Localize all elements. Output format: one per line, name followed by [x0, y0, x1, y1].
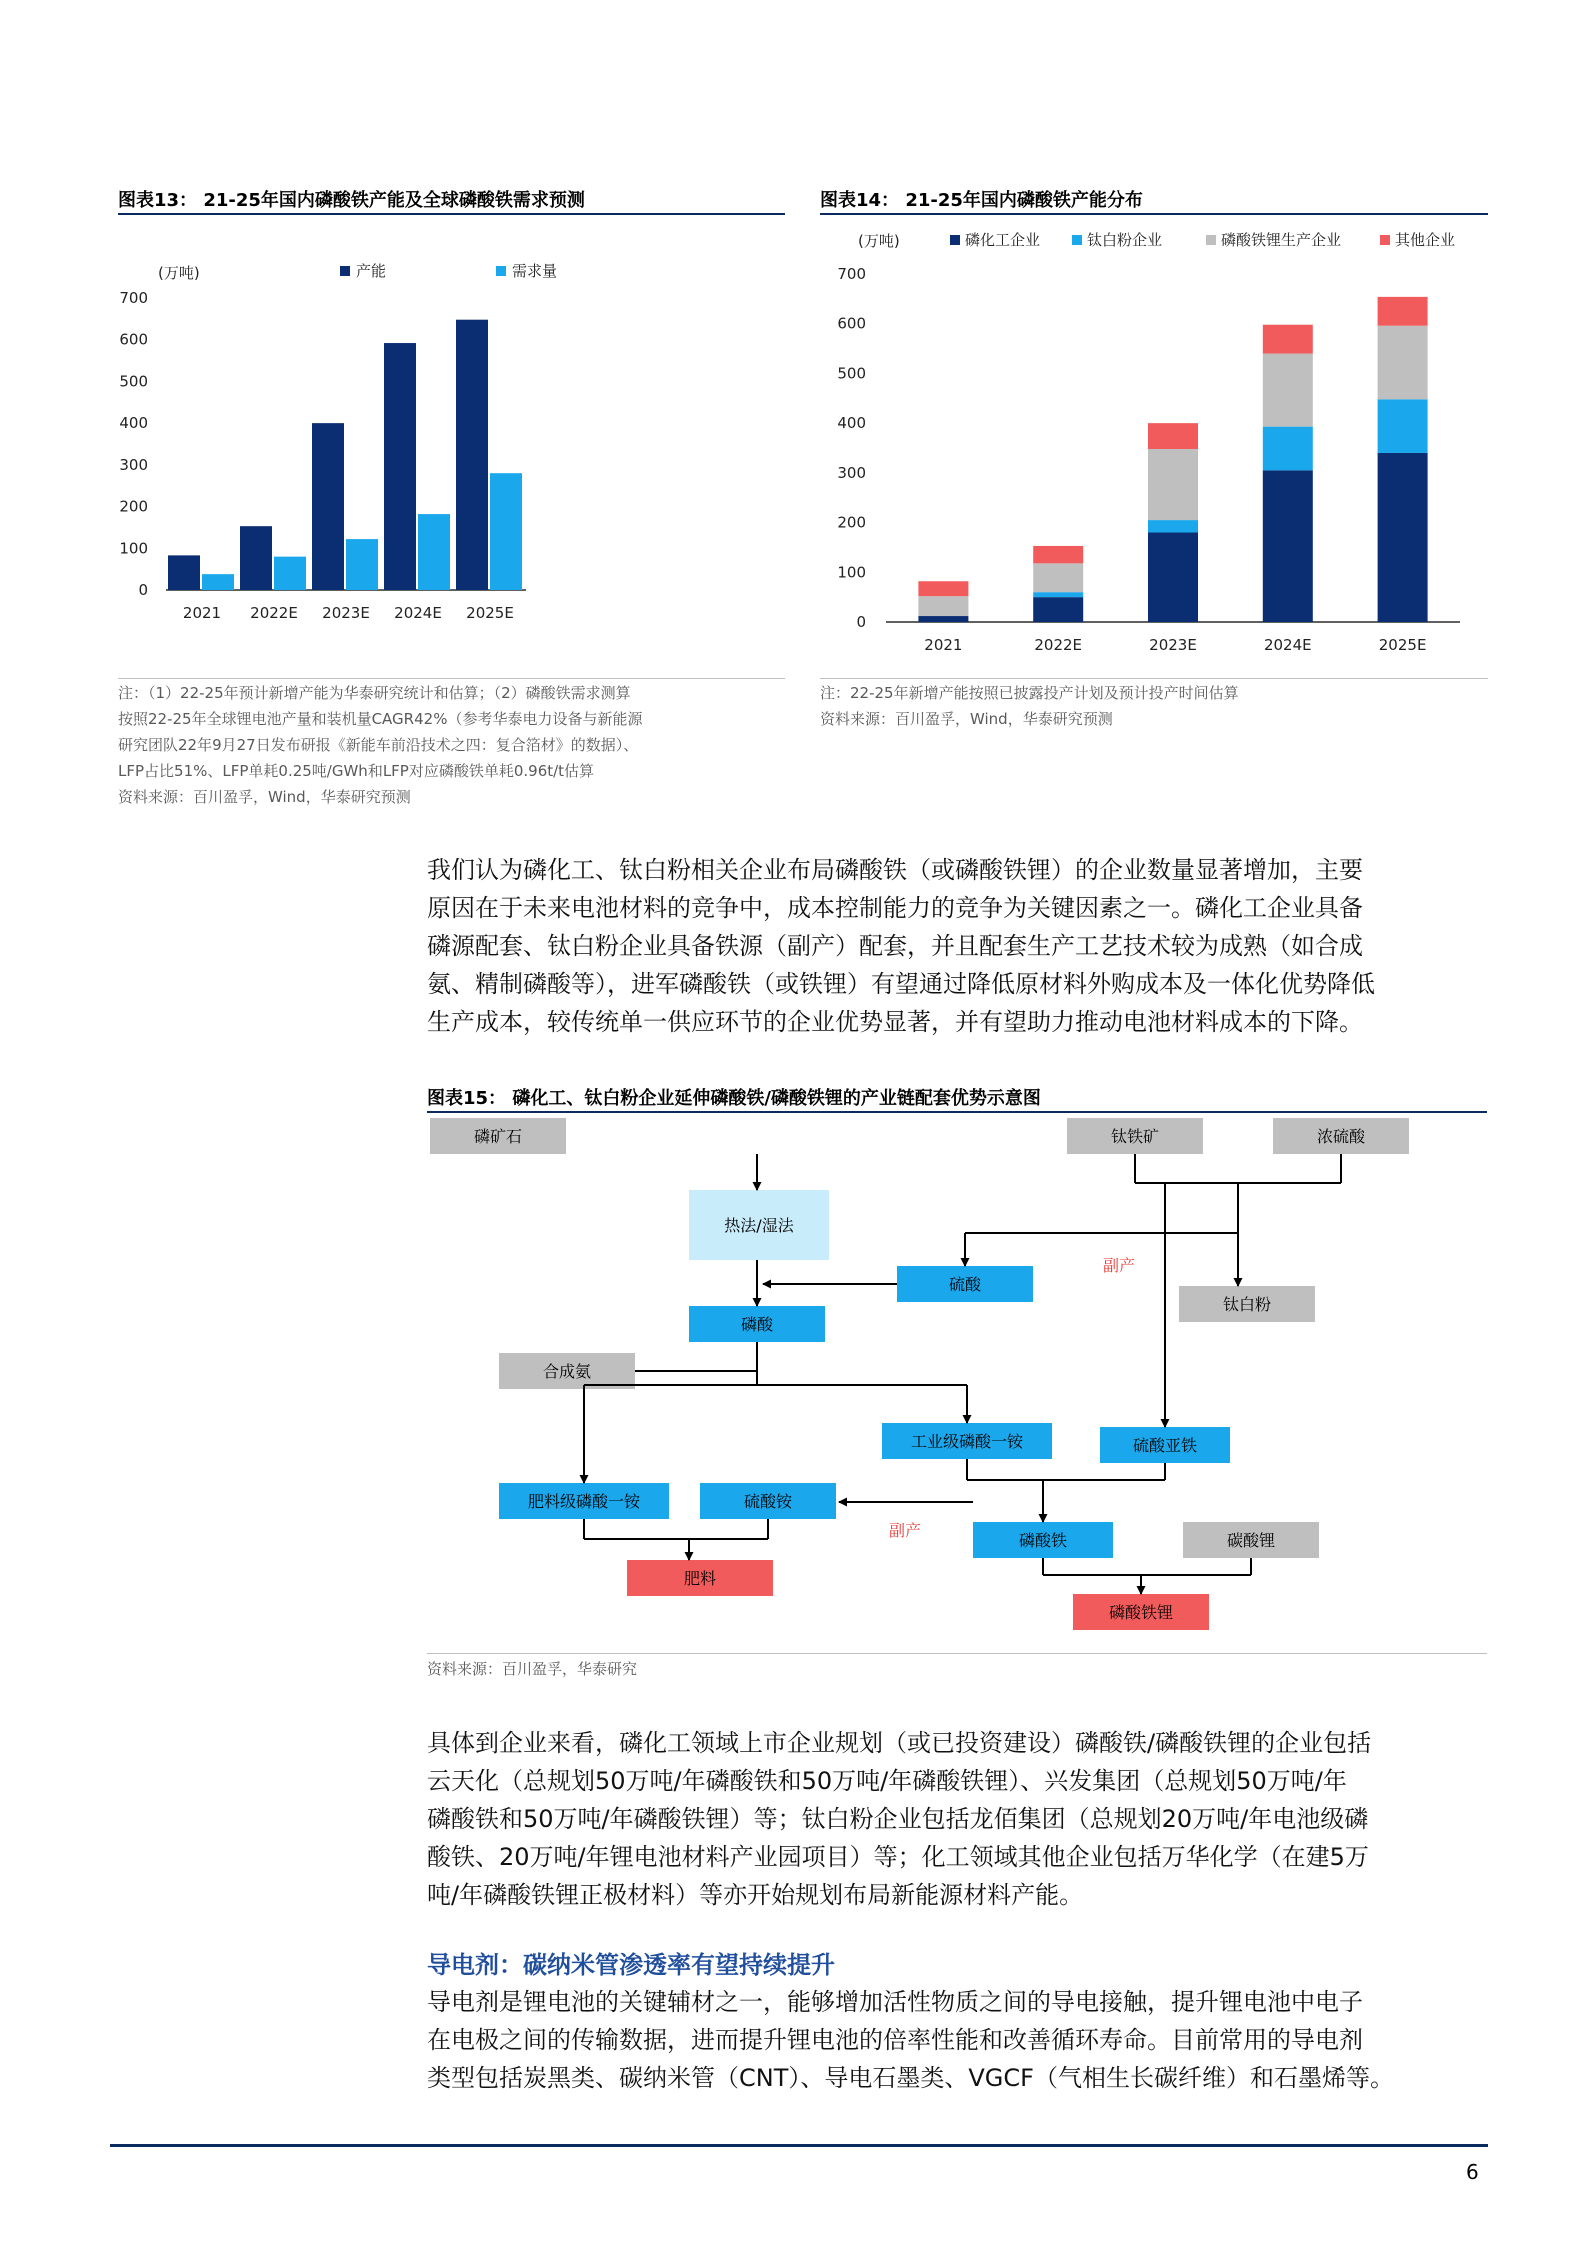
fig13-x-tick-label: 2022E — [250, 604, 298, 622]
fig14-legend-swatch — [1072, 235, 1082, 245]
fig14-notes — [820, 680, 1239, 732]
fig13-title: 图表13： 21-25年国内磷酸铁产能及全球磷酸铁需求预测 — [118, 190, 585, 211]
flow-box-label: 磷酸 — [740, 1315, 774, 1334]
fig14-y-tick-label: 700 — [837, 265, 866, 283]
fig13-bar-demand — [418, 514, 450, 590]
fig13-chart — [118, 250, 785, 640]
fig14-y-tick-label: 100 — [837, 563, 866, 582]
fig14-y-tick-label: 400 — [837, 414, 866, 433]
fig14-unit-label: (万吨) — [858, 232, 900, 250]
fig13-legend-capacity: 产能 — [356, 262, 387, 280]
fig14-notes-rule — [820, 678, 1488, 679]
flow-box-label: 硫酸亚铁 — [1132, 1436, 1198, 1455]
byproduct-label: 副产 — [1103, 1256, 1136, 1275]
flow-box-label: 工业级磷酸一铵 — [910, 1432, 1024, 1451]
fig13-notes-rule — [118, 678, 785, 679]
fig13-y-tick-label: 400 — [119, 414, 148, 433]
fig13-note-line: 研究团队22年9月27日发布研报《新能车前沿技术之四：复合箔材》的数据）、 — [118, 736, 639, 754]
paragraph-line: 吨/年磷酸铁锂正极材料）等亦开始规划布局新能源材料产能。 — [427, 1881, 1084, 1909]
fig14-legend-swatch — [950, 235, 960, 245]
fig14-bar-segment — [1263, 470, 1313, 622]
body-paragraph-2 — [427, 1724, 1371, 1914]
paragraph-line: 在电极之间的传输数据，进而提升锂电池的倍率性能和改善循环寿命。目前常用的导电剂 — [427, 2026, 1363, 2054]
flow-box-label: 热法/湿法 — [724, 1216, 794, 1235]
flow-box-label: 钛白粉 — [1222, 1295, 1272, 1314]
fig14-bar-segment — [1148, 520, 1198, 532]
flow-box-label: 硫酸铵 — [743, 1492, 793, 1511]
paragraph-line: 生产成本，较传统单一供应环节的企业优势显著，并有望助力推动电池材料成本的下降。 — [427, 1008, 1363, 1036]
fig14-x-tick-label: 2024E — [1263, 636, 1312, 654]
fig13-bar-capacity — [168, 555, 200, 590]
fig13-bar-demand — [346, 539, 378, 590]
fig14-legend-label: 其他企业 — [1395, 231, 1456, 249]
flow-box-label: 磷酸铁锂 — [1108, 1603, 1174, 1622]
paragraph-line: 原因在于未来电池材料的竞争中，成本控制能力的竞争为关键因素之一。磷化工企业具备 — [427, 894, 1363, 922]
fig14-title-rule — [820, 213, 1488, 215]
fig14-y-tick-label: 600 — [837, 314, 866, 333]
fig15-title: 图表15： 磷化工、钛白粉企业延伸磷酸铁/磷酸铁锂的产业链配套优势示意图 — [427, 1088, 1041, 1109]
fig14-bar-segment — [1263, 354, 1313, 427]
paragraph-line: 我们认为磷化工、钛白粉相关企业布局磷酸铁（或磷酸铁锂）的企业数量显著增加，主要 — [427, 856, 1363, 884]
fig15-flow-diagram — [427, 1113, 1487, 1653]
fig14-bar-segment — [918, 581, 968, 596]
paragraph-line: 氨、精制磷酸等），进军磷酸铁（或铁锂）有望通过降低原材料外购成本及一体化优势降低 — [427, 970, 1375, 998]
fig14-x-tick-label: 2025E — [1378, 636, 1427, 654]
footer-rule — [110, 2144, 1488, 2147]
fig13-x-tick-label: 2024E — [394, 604, 442, 622]
flow-box-label: 磷矿石 — [473, 1127, 523, 1146]
fig15-source: 资料来源：百川盈孚，华泰研究 — [427, 1660, 638, 1678]
fig13-title-rule — [118, 213, 785, 215]
fig13-source-line: 资料来源：百川盈孚，Wind，华泰研究预测 — [118, 788, 411, 806]
fig14-chart — [820, 222, 1488, 662]
byproduct-label: 副产 — [889, 1521, 922, 1540]
paragraph-line: 酸铁、20万吨/年锂电池材料产业园项目）等；化工领域其他企业包括万华化学（在建5万 — [427, 1843, 1369, 1871]
fig13-notes — [118, 680, 642, 810]
fig14-x-tick-label: 2022E — [1034, 636, 1083, 654]
fig14-y-tick-label: 0 — [856, 613, 866, 631]
fig14-bar-segment — [1033, 563, 1083, 592]
fig13-y-tick-label: 500 — [119, 372, 148, 391]
fig13-bar-demand — [202, 574, 234, 590]
fig13-y-tick-label: 200 — [119, 497, 148, 516]
flow-box-label: 硫酸 — [948, 1275, 982, 1294]
fig13-legend-swatch-capacity — [340, 266, 350, 276]
paragraph-line: 具体到企业来看，磷化工领域上市企业规划（或已投资建设）磷酸铁/磷酸铁锂的企业包括 — [427, 1729, 1372, 1757]
flow-box-label: 碳酸锂 — [1226, 1531, 1276, 1550]
fig13-y-tick-label: 300 — [119, 455, 148, 474]
paragraph-line: 导电剂是锂电池的关键辅材之一，能够增加活性物质之间的导电接触，提升锂电池中电子 — [427, 1988, 1363, 2016]
fig13-y-tick-label: 700 — [119, 289, 148, 307]
fig13-y-tick-label: 100 — [119, 539, 148, 558]
fig14-bar-segment — [1378, 453, 1428, 622]
fig13-y-tick-label: 0 — [138, 581, 148, 599]
flow-box-label: 浓硫酸 — [1316, 1127, 1366, 1146]
fig13-bar-capacity — [384, 343, 416, 590]
fig13-x-tick-label: 2023E — [322, 604, 370, 622]
flow-box-label: 肥料级磷酸一铵 — [527, 1492, 641, 1511]
section-heading: 导电剂：碳纳米管渗透率有望持续提升 — [427, 1951, 835, 1979]
fig14-bar-segment — [1378, 326, 1428, 400]
fig13-legend-swatch-demand — [496, 266, 506, 276]
fig14-bar-segment — [918, 596, 968, 616]
fig14-x-tick-label: 2021 — [924, 636, 963, 654]
fig14-bar-segment — [1033, 597, 1083, 622]
flow-box-label: 合成氨 — [542, 1362, 592, 1381]
fig14-y-tick-label: 300 — [837, 463, 866, 482]
fig13-bar-capacity — [240, 526, 272, 590]
fig14-bar-segment — [1033, 546, 1083, 563]
fig13-legend-demand: 需求量 — [512, 262, 558, 280]
section-paragraph — [427, 1983, 1394, 2097]
fig14-legend-label: 磷化工企业 — [965, 231, 1041, 249]
fig14-legend-label: 磷酸铁锂生产企业 — [1221, 231, 1342, 249]
flow-box-label: 磷酸铁 — [1018, 1531, 1068, 1550]
fig13-x-tick-label: 2021 — [182, 604, 222, 622]
fig13-bar-demand — [490, 473, 522, 590]
fig14-bar-segment — [1263, 427, 1313, 471]
fig14-source-line: 资料来源：百川盈孚，Wind，华泰研究预测 — [820, 710, 1113, 728]
flow-box-label: 钛铁矿 — [1110, 1127, 1160, 1146]
page-number: 6 — [1466, 2160, 1479, 2184]
fig13-x-tick-label: 2025E — [466, 604, 514, 622]
fig14-y-tick-label: 500 — [837, 364, 866, 383]
fig14-x-tick-label: 2023E — [1149, 636, 1197, 654]
fig14-bar-segment — [1148, 423, 1198, 449]
fig13-bar-capacity — [312, 423, 344, 590]
fig14-bar-segment — [1378, 399, 1428, 453]
paragraph-line: 云天化（总规划50万吨/年磷酸铁和50万吨/年磷酸铁锂）、兴发集团（总规划50万吨/年 — [427, 1767, 1347, 1795]
fig13-note-line: 按照22-25年全球锂电池产量和装机量CAGR42%（参考华泰电力设备与新能源 — [118, 710, 643, 728]
fig14-legend-label: 钛白粉企业 — [1087, 231, 1163, 249]
flow-box-label: 肥料 — [683, 1569, 717, 1588]
fig14-bar-segment — [1263, 325, 1313, 354]
paragraph-line: 磷源配套、钛白粉企业具备铁源（副产）配套，并且配套生产工艺技术较为成熟（如合成 — [427, 932, 1363, 960]
fig13-note-line: LFP占比51%、LFP单耗0.25吨/GWh和LFP对应磷酸铁单耗0.96t/t估算 — [118, 762, 595, 780]
fig13-unit-label: (万吨) — [158, 264, 200, 282]
fig14-note-line: 注：22-25年新增产能按照已披露投产计划及预计投产时间估算 — [820, 684, 1239, 702]
fig15-source-rule — [427, 1653, 1487, 1654]
fig14-bar-segment — [1148, 533, 1198, 622]
fig13-y-tick-label: 600 — [119, 330, 148, 349]
paragraph-line: 磷酸铁和50万吨/年磷酸铁锂）等；钛白粉企业包括龙佰集团（总规划20万吨/年电池级磷 — [427, 1805, 1369, 1833]
fig14-bar-segment — [918, 616, 968, 622]
fig13-note-line: 注：（1）22-25年预计新增产能为华泰研究统计和估算；（2）磷酸铁需求测算 — [118, 684, 631, 702]
fig14-bar-segment — [1378, 297, 1428, 326]
fig14-bar-segment — [1148, 449, 1198, 520]
fig14-legend-swatch — [1206, 235, 1216, 245]
fig14-title: 图表14： 21-25年国内磷酸铁产能分布 — [820, 190, 1143, 211]
fig14-y-tick-label: 200 — [837, 513, 866, 532]
body-paragraph-1 — [427, 851, 1375, 1041]
fig13-bar-capacity — [456, 320, 488, 590]
paragraph-line: 类型包括炭黑类、碳纳米管（CNT）、导电石墨类、VGCF（气相生长碳纤维）和石墨烯等。 — [427, 2064, 1394, 2092]
fig13-bar-demand — [274, 557, 306, 590]
fig14-legend-swatch — [1380, 235, 1390, 245]
fig14-bar-segment — [1033, 592, 1083, 597]
